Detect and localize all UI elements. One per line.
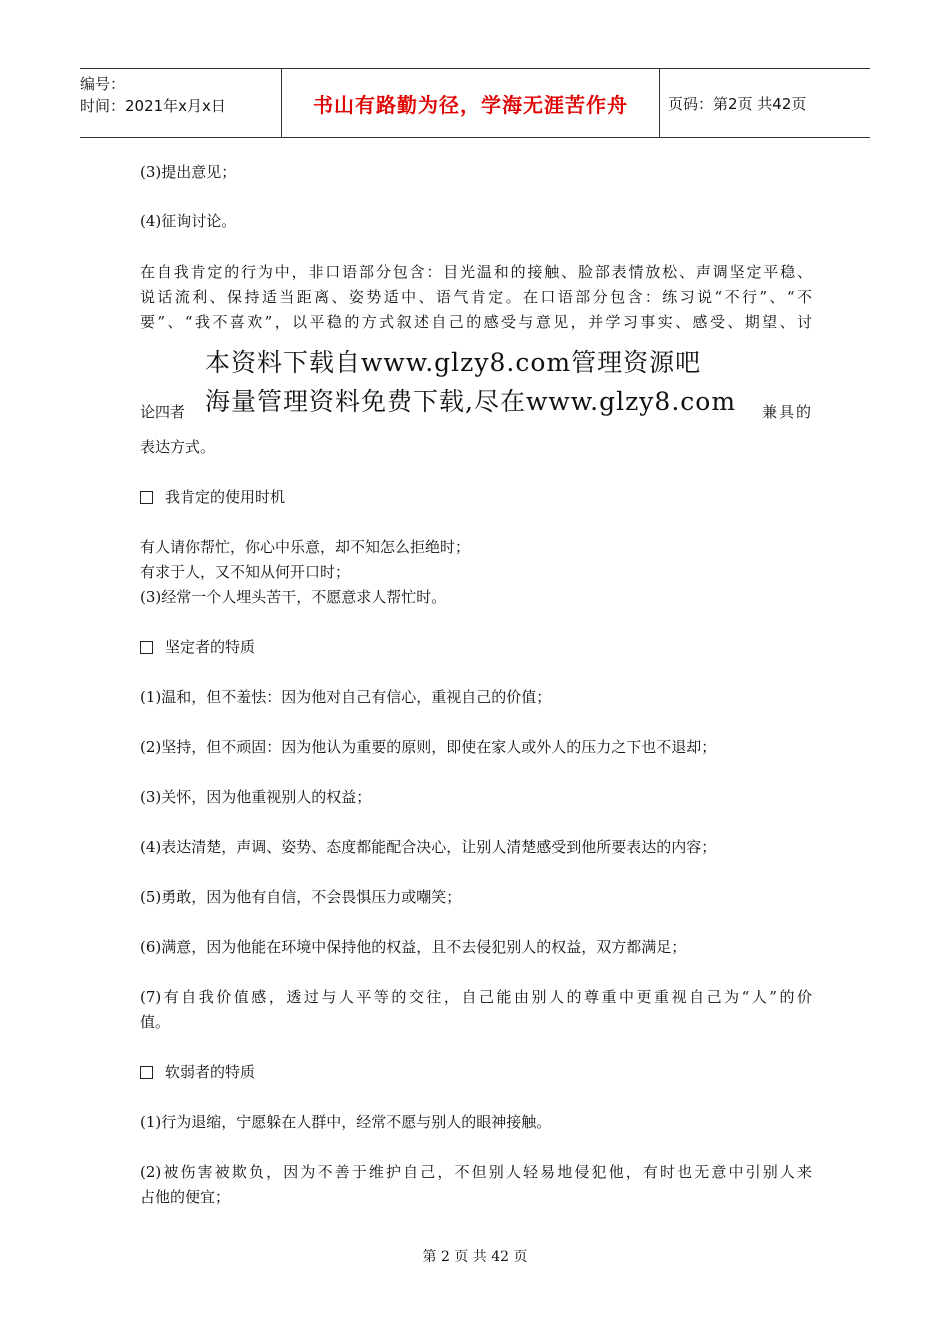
watermark-line: 本资料下载自www.glzy8.com管理资源吧 — [205, 348, 702, 377]
paragraph-line: 表达方式。 — [140, 438, 216, 456]
list-item: (4)表达清楚，声调、姿势、态度都能配合决心，让别人清楚感受到他所要表达的内容； — [140, 838, 717, 856]
list-item-continued: 值。 — [140, 1013, 171, 1031]
section-title: 坚定者的特质 — [165, 638, 256, 656]
header-number-label: 编号： — [80, 75, 126, 93]
header-page-cell — [660, 69, 870, 137]
header-motto-cell — [282, 69, 660, 137]
page-header — [80, 68, 870, 138]
text-line: (4)征询讨论。 — [140, 212, 237, 230]
paragraph-line-end: 兼具的 — [762, 403, 814, 421]
list-item-continued: 占他的便宜； — [140, 1188, 231, 1206]
text-line: 有求于人，又不知从何开口时； — [140, 563, 351, 581]
watermark-line: 海量管理资料免费下载,尽在www.glzy8.com — [205, 387, 737, 416]
section-title: 我肯定的使用时机 — [165, 488, 286, 506]
section-heading — [140, 486, 285, 508]
list-item: (2)坚持，但不顽固：因为他认为重要的原则，即使在家人或外人的压力之下也不退却； — [140, 738, 717, 756]
list-item: (3)关怀，因为他重视别人的权益； — [140, 788, 372, 806]
header-left-cell — [80, 69, 282, 137]
paragraph-line: 要”、“我不喜欢”，以平稳的方式叙述自己的感受与意见，并学习事实、感受、期望、讨 — [140, 313, 812, 331]
section-heading — [140, 636, 255, 658]
checkbox-square-icon — [140, 641, 153, 654]
list-item: (6)满意，因为他能在环境中保持他的权益，且不去侵犯别人的权益，双方都满足； — [140, 938, 687, 956]
list-item: (2)被伤害被欺负，因为不善于维护自己，不但别人轻易地侵犯他，有时也无意中引别人来 — [140, 1163, 812, 1181]
list-item: (5)勇敢，因为他有自信，不会畏惧压力或嘲笑； — [140, 888, 462, 906]
section-title: 软弱者的特质 — [165, 1063, 256, 1081]
paragraph-line: 说话流利、保持适当距离、姿势适中、语气肯定。在口语部分包含：练习说“不行”、“不 — [140, 288, 812, 306]
text-line: (3)经常一个人埋头苦干，不愿意求人帮忙时。 — [140, 588, 447, 606]
header-page-label: 页码：第2页 共42页 — [668, 94, 807, 113]
page-footer: 第 2 页 共 42 页 — [422, 1249, 528, 1265]
paragraph-line: 在自我肯定的行为中，非口语部分包含：目光温和的接触、脸部表情放松、声调坚定平稳、 — [140, 263, 812, 281]
section-heading — [140, 1061, 255, 1083]
text-line: 有人请你帮忙，你心中乐意，却不知怎么拒绝时； — [140, 538, 471, 556]
list-item: (1)温和，但不羞怯：因为他对自己有信心，重视自己的价值； — [140, 688, 552, 706]
checkbox-square-icon — [140, 491, 153, 504]
header-motto: 书山有路勤为径，学海无涯苦作舟 — [313, 92, 628, 117]
list-item: (1)行为退缩，宁愿躲在人群中，经常不愿与别人的眼神接触。 — [140, 1113, 552, 1131]
list-item: (7)有自我价值感，透过与人平等的交往，自己能由别人的尊重中更重视自己为“人”的价 — [140, 988, 812, 1006]
checkbox-square-icon — [140, 1066, 153, 1079]
text-line: (3)提出意见； — [140, 163, 237, 181]
header-time-label: 时间：2021年x月x日 — [80, 97, 226, 115]
paragraph-line-start: 论四者 — [140, 403, 186, 421]
